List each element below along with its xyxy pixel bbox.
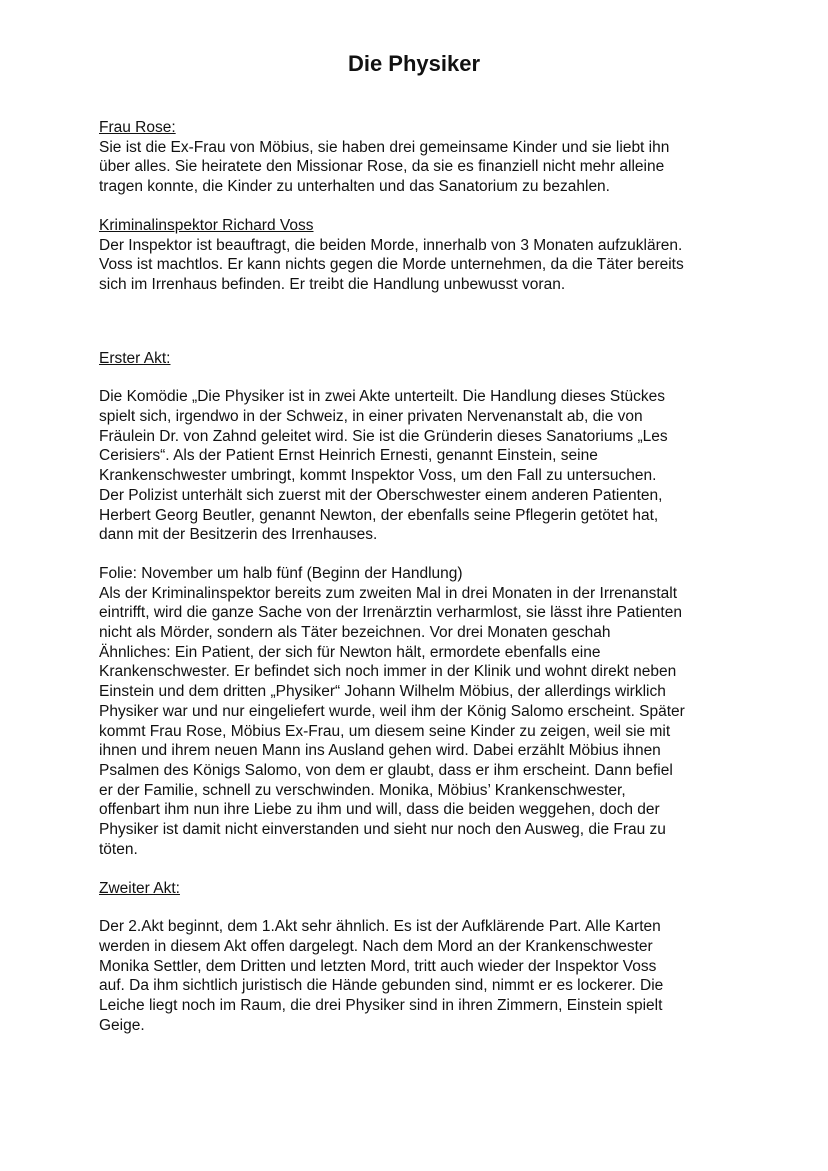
text-line: Der Inspektor ist beauftragt, die beiden Morde, innerhalb von 3 Monaten aufzuklären. <box>99 236 683 254</box>
text-line: Folie: November um halb fünf (Beginn der Handlung) <box>99 564 463 582</box>
text-line: dann mit der Besitzerin des Irrenhauses. <box>99 526 378 544</box>
text-line: eintrifft, wird die ganze Sache von der Irrenärztin verharmlost, sie lässt ihre Patienten <box>99 604 682 622</box>
section-heading-zweiter-akt: Zweiter Akt: <box>99 879 180 897</box>
text-line: Ähnliches: Ein Patient, der sich für Newton hält, ermordete ebenfalls eine <box>99 643 601 661</box>
section-frau-rose <box>99 118 739 197</box>
text-line: Krankenschwester umbringt, kommt Inspektor Voss, um den Fall zu untersuchen. <box>99 467 657 485</box>
section-heading-frau-rose: Frau Rose: <box>99 119 176 136</box>
text-line: Monika Settler, dem Dritten und letzten Mord, tritt auch wieder der Inspektor Voss <box>99 957 657 975</box>
text-line: er der Familie, schnell zu verschwinden. Monika, Möbius’ Krankenschwester, <box>99 781 626 799</box>
section-zweiter-akt <box>99 879 739 1036</box>
text-line: über alles. Sie heiratete den Missionar Rose, da sie es finanziell nicht mehr alleine <box>99 158 665 176</box>
text-line: Psalmen des Königs Salomo, von dem er glaubt, dass er ihm erscheint. Dann befiel <box>99 761 673 779</box>
text-line: töten. <box>99 840 138 858</box>
text-line: Die Komödie „Die Physiker ist in zwei Akte unterteilt. Die Handlung dieses Stückes <box>99 388 666 406</box>
text-line: spielt sich, irgendwo in der Schweiz, in einer privaten Nervenanstalt ab, die von <box>99 408 643 426</box>
section-heading-erster-akt: Erster Akt: <box>99 349 171 367</box>
paragraph-erster-akt-1 <box>99 387 739 545</box>
text-line: tragen konnte, die Kinder zu unterhalten und das Sanatorium zu bezahlen. <box>99 178 610 196</box>
text-line: Voss ist machtlos. Er kann nichts gegen die Morde unternehmen, da die Täter bereits <box>99 256 684 274</box>
text-line: offenbart ihm nun ihre Liebe zu ihm und will, dass die beiden weggehen, doch der <box>99 801 660 819</box>
text-line: Sie ist die Ex-Frau von Möbius, sie haben drei gemeinsame Kinder und sie liebt ihn <box>99 138 670 156</box>
text-line: Physiker ist damit nicht einverstanden und sieht nur noch den Ausweg, die Frau zu <box>99 821 666 839</box>
document-body <box>99 118 739 1035</box>
text-line: auf. Da ihm sichtlich juristisch die Hände gebunden sind, nimmt er es lockerer. Die <box>99 977 664 995</box>
paragraph-zweiter-akt <box>99 917 739 1035</box>
text-line: Der 2.Akt beginnt, dem 1.Akt sehr ähnlich. Es ist der Aufklärende Part. Alle Karten <box>99 918 661 936</box>
section-erster-akt <box>99 349 739 860</box>
text-line: sich im Irrenhaus befinden. Er treibt die Handlung unbewusst voran. <box>99 275 566 293</box>
text-line: kommt Frau Rose, Möbius Ex-Frau, um diesem seine Kinder zu zeigen, weil sie mit <box>99 722 671 740</box>
text-line: Cerisiers“. Als der Patient Ernst Heinrich Ernesti, genannt Einstein, seine <box>99 447 598 465</box>
text-line: Physiker war und nur eingeliefert wurde, weil ihm der König Salomo erscheint. Später <box>99 702 685 720</box>
section-voss <box>99 216 739 295</box>
text-line: werden in diesem Akt offen dargelegt. Nach dem Mord an der Krankenschwester <box>99 937 653 955</box>
text-line: Einstein und dem dritten „Physiker“ Johann Wilhelm Möbius, der allerdings wirklich <box>99 683 666 701</box>
text-line: Herbert Georg Beutler, genannt Newton, der ebenfalls seine Pflegerin getötet hat, <box>99 506 659 524</box>
text-line: Geige. <box>99 1016 145 1034</box>
text-line: Fräulein Dr. von Zahnd geleitet wird. Sie ist die Gründerin dieses Sanatoriums „Les <box>99 427 668 445</box>
text-line: nicht als Mörder, sondern als Täter bezeichnen. Vor drei Monaten geschah <box>99 624 611 642</box>
text-line: Leiche liegt noch im Raum, die drei Physiker sind in ihren Zimmern, Einstein spielt <box>99 997 663 1015</box>
text-line: Krankenschwester. Er befindet sich noch immer in der Klinik und wohnt direkt neben <box>99 663 677 681</box>
paragraph-erster-akt-2 <box>99 564 739 860</box>
section-heading-voss: Kriminalinspektor Richard Voss <box>99 216 314 234</box>
text-line: Der Polizist unterhält sich zuerst mit der Oberschwester einem anderen Patienten, <box>99 486 663 504</box>
text-line: ihnen und ihrem neuen Mann ins Ausland gehen wird. Dabei erzählt Möbius ihnen <box>99 742 661 760</box>
paragraph-frau-rose <box>99 138 739 197</box>
text-line: Als der Kriminalinspektor bereits zum zweiten Mal in drei Monaten in der Irrenanstalt <box>99 584 678 602</box>
document-title: Die Physiker <box>347 51 481 76</box>
paragraph-voss <box>99 236 739 295</box>
